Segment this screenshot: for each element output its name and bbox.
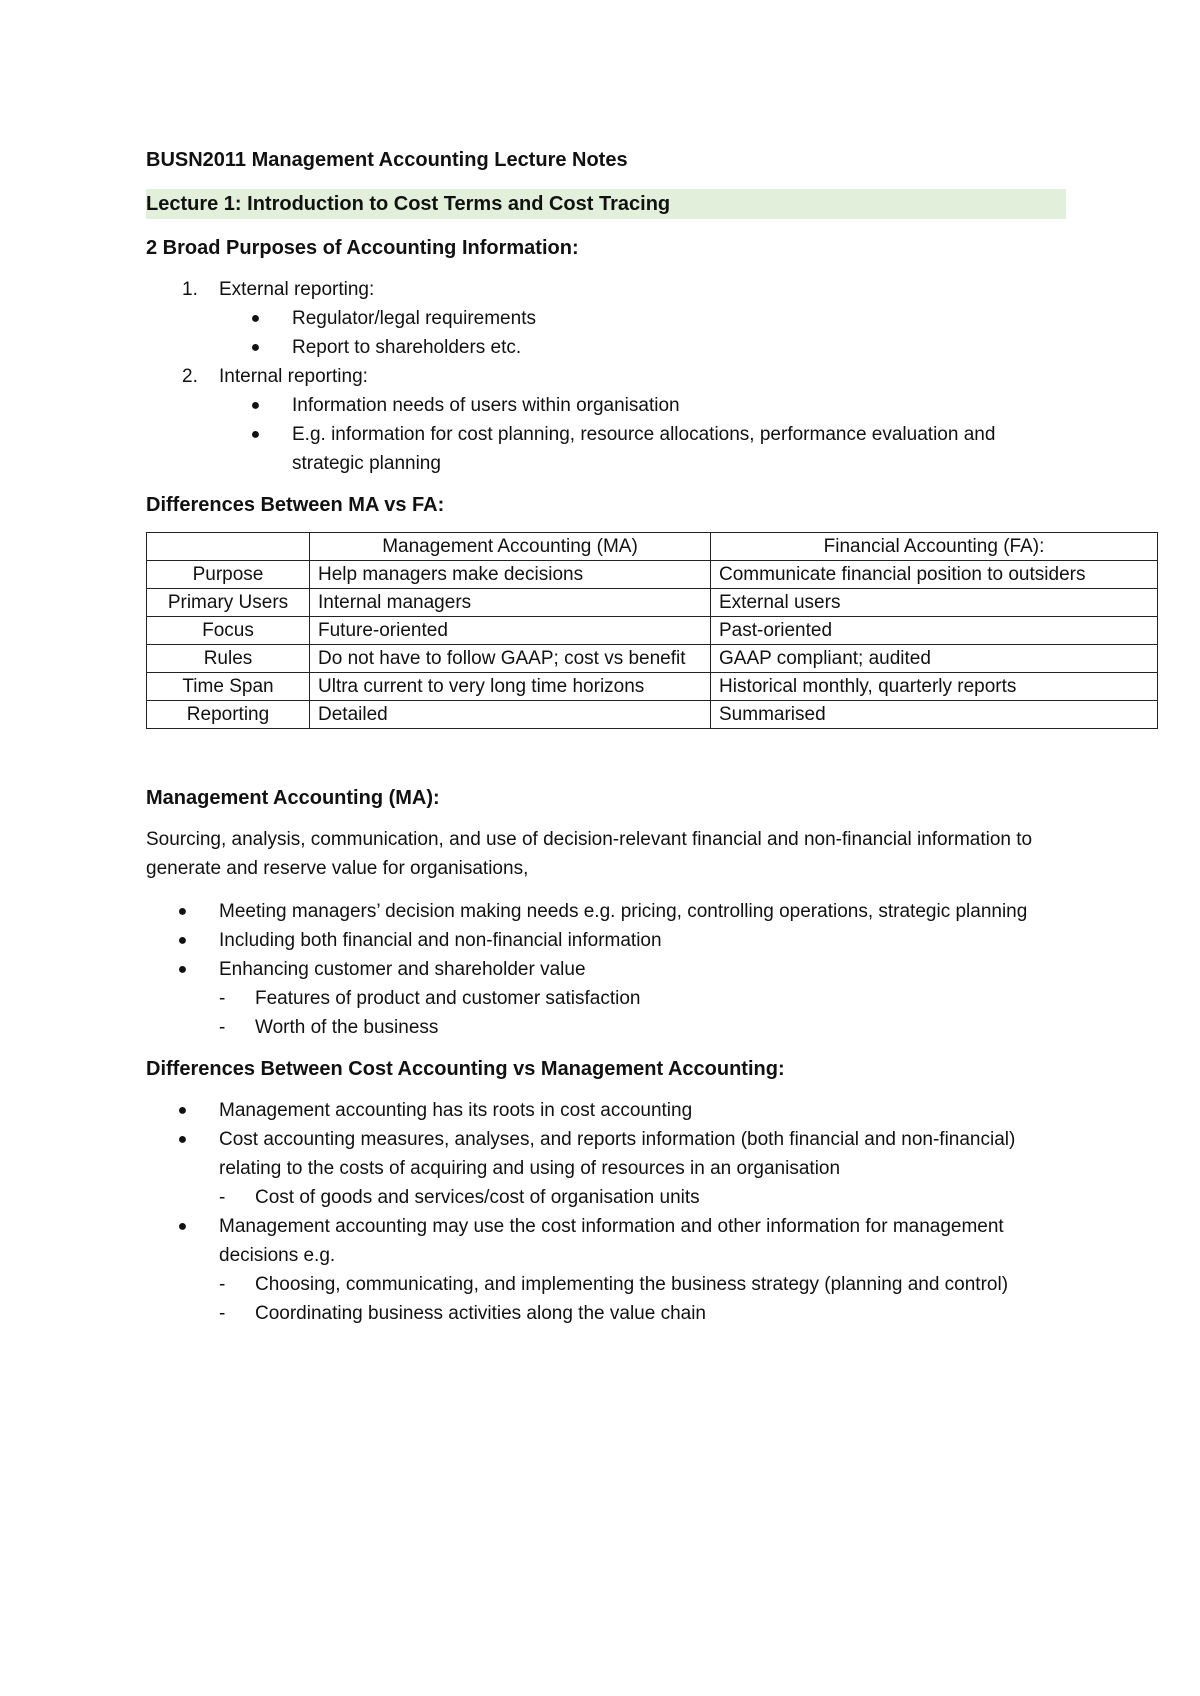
bullet-icon: ●	[177, 961, 188, 978]
list-item: ● Meeting managers’ decision making needs e.g. pricing, controlling operations, strategic planning	[146, 897, 1066, 926]
list-number: 1.	[182, 279, 198, 300]
table-header-row	[147, 533, 1158, 561]
list-item: ● Management accounting has its roots in cost accounting	[146, 1096, 1066, 1125]
table-row	[147, 561, 1158, 589]
row-label: Reporting	[147, 701, 310, 729]
table-row	[147, 701, 1158, 729]
row-label: Primary Users	[147, 589, 310, 617]
sub-list	[219, 1183, 1066, 1212]
purposes-list	[146, 275, 1066, 478]
cost-vs-ma-bullets	[146, 1096, 1066, 1328]
sub-list-item: - Choosing, communicating, and implementing the business strategy (planning and control)	[219, 1270, 1066, 1299]
table-cell: Communicate financial position to outsiders	[711, 561, 1158, 589]
purpose-item	[146, 275, 1066, 362]
row-label: Rules	[147, 645, 310, 673]
bullet-icon: ●	[177, 1102, 188, 1119]
ma-definition: Sourcing, analysis, communication, and use of decision-relevant financial and non-financial information to generate and reserve value for organisations,	[146, 829, 1033, 879]
purpose-label: Internal reporting:	[219, 366, 368, 387]
table-cell: Internal managers	[310, 589, 711, 617]
table-cell: GAAP compliant; audited	[711, 645, 1158, 673]
dash-icon: -	[219, 1274, 226, 1295]
dash-icon: -	[219, 1187, 226, 1208]
cost-vs-ma-heading: Differences Between Cost Accounting vs Management Accounting:	[146, 1058, 785, 1080]
bullet-icon: ●	[250, 426, 261, 443]
sub-list-item: - Worth of the business	[219, 1013, 1066, 1042]
list-item: ● Information needs of users within organisation	[219, 391, 1066, 420]
list-item: ● Cost accounting measures, analyses, and reports information (both financial and non-financial) relating to the costs of acquiring and using of resources in an organisation - Cost of goods and services/cost of organisation units	[146, 1125, 1066, 1212]
table-cell: Ultra current to very long time horizons	[310, 673, 711, 701]
table-cell: Do not have to follow GAAP; cost vs benefit	[310, 645, 711, 673]
sub-list	[219, 984, 1066, 1042]
bullet-icon: ●	[177, 1218, 188, 1235]
ma-heading: Management Accounting (MA):	[146, 787, 440, 809]
table-header-cell	[147, 533, 310, 561]
sub-list	[219, 1270, 1066, 1328]
table-row	[147, 673, 1158, 701]
ma-bullets	[146, 897, 1066, 1042]
list-item: ● E.g. information for cost planning, resource allocations, performance evaluation and strategic planning	[219, 420, 1066, 478]
table-row	[147, 617, 1158, 645]
dash-icon: -	[219, 988, 226, 1009]
table-cell: Future-oriented	[310, 617, 711, 645]
list-number: 2.	[182, 366, 198, 387]
bullet-icon: ●	[177, 932, 188, 949]
bullet-icon: ●	[177, 1131, 188, 1148]
table-cell: Past-oriented	[711, 617, 1158, 645]
bullet-icon: ●	[250, 339, 261, 356]
lecture-heading: Lecture 1: Introduction to Cost Terms and Cost Tracing	[146, 189, 1066, 219]
table-cell: Help managers make decisions	[310, 561, 711, 589]
table-cell: Summarised	[711, 701, 1158, 729]
row-label: Purpose	[147, 561, 310, 589]
dash-icon: -	[219, 1017, 226, 1038]
ma-fa-heading: Differences Between MA vs FA:	[146, 494, 445, 516]
dash-icon: -	[219, 1303, 226, 1324]
purpose-label: External reporting:	[219, 279, 375, 300]
row-label: Time Span	[147, 673, 310, 701]
sub-list-item: - Cost of goods and services/cost of organisation units	[219, 1183, 1066, 1212]
table-cell: Detailed	[310, 701, 711, 729]
ma-fa-table	[146, 532, 1158, 729]
row-label: Focus	[147, 617, 310, 645]
table-header-cell: Management Accounting (MA)	[310, 533, 711, 561]
list-item: ● Report to shareholders etc.	[219, 333, 1066, 362]
list-item: ● Enhancing customer and shareholder value - Features of product and customer satisfaction - Worth of the business	[146, 955, 1066, 1042]
table-header-cell: Financial Accounting (FA):	[711, 533, 1158, 561]
purpose-bullets	[219, 304, 1066, 362]
table-row	[147, 645, 1158, 673]
bullet-icon: ●	[250, 397, 261, 414]
table-cell: Historical monthly, quarterly reports	[711, 673, 1158, 701]
sub-list-item: - Coordinating business activities along the value chain	[219, 1299, 1066, 1328]
purpose-bullets	[219, 391, 1066, 478]
sub-list-item: - Features of product and customer satisfaction	[219, 984, 1066, 1013]
document-page	[146, 145, 1086, 1328]
purposes-heading: 2 Broad Purposes of Accounting Information:	[146, 237, 579, 259]
bullet-icon: ●	[250, 310, 261, 327]
table-cell: External users	[711, 589, 1158, 617]
table-row	[147, 589, 1158, 617]
list-item: ● Regulator/legal requirements	[219, 304, 1066, 333]
document-title: BUSN2011 Management Accounting Lecture Notes	[146, 149, 628, 171]
list-item: ● Management accounting may use the cost information and other information for management decisions e.g. - Choosing, communicating, and implementing the business strategy (planning and control) - Coordinating business activities along the value chain	[146, 1212, 1066, 1328]
bullet-icon: ●	[177, 903, 188, 920]
list-item: ● Including both financial and non-financial information	[146, 926, 1066, 955]
purpose-item	[146, 362, 1066, 478]
